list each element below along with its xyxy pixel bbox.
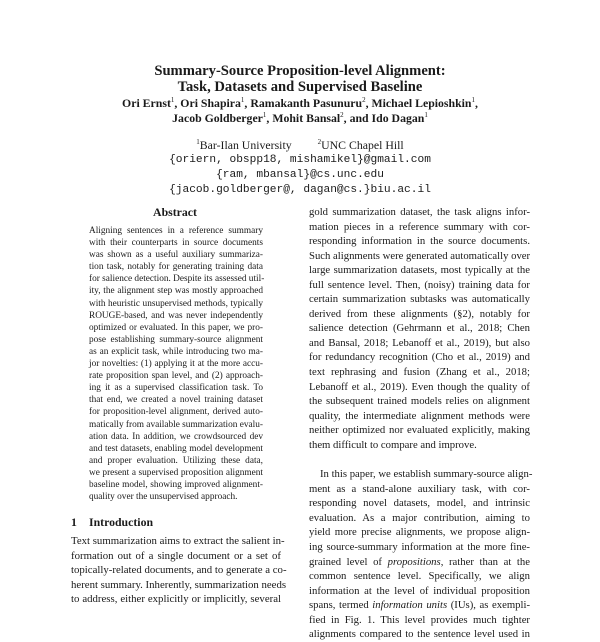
abstract-line: that end, we created a novel training dataset (89, 395, 263, 406)
body-line: derived from these alignments (§2), notably for (309, 307, 530, 320)
title-line: Task, Datasets and Supervised Baseline (177, 79, 423, 95)
abstract-line: tion task, notably for generating training data (89, 262, 263, 273)
body-line: text rephrasing and fusion (Zhang et al., 2018; (309, 366, 530, 379)
body-line: full sentence level. Then, (noisy) training data for (309, 278, 530, 291)
affiliation-name: Bar-Ilan University (199, 138, 292, 152)
abstract-line: with heuristic unsupervised methods, typically (89, 298, 263, 309)
right-column-body (309, 205, 533, 642)
email-line: {jacob.goldberger@, dagan@cs.}biu.ac.il (169, 184, 431, 196)
body-line: In this paper, we establish summary-source align- (320, 468, 533, 481)
body-line: and Bansal, 2018; Lebanoff et al., 2019), but also (309, 336, 530, 349)
body-line: for redundancy recognition (Cho et al., 2019) and (309, 351, 530, 364)
author-affil-mark: 1 (471, 96, 475, 105)
text-span: spans, termed (309, 599, 373, 612)
section-number: 1 (71, 515, 77, 529)
abstract-line: matically from available summarization evalu- (89, 419, 263, 430)
body-line: quality, the intermediate alignment methods were (309, 409, 530, 422)
abstract-line: and proper evaluation. Utilizing these data, (89, 455, 263, 466)
email-line: {ram, mbansal}@cs.unc.edu (216, 169, 384, 181)
author-name: Ramakanth Pasunuru (250, 96, 363, 110)
affiliation-name: UNC Chapel Hill (321, 138, 404, 152)
abstract-line: ation data. In addition, we crowdsourced dev (89, 431, 263, 442)
body-line: Lebanoff et al., 2019). Even though the quality of (309, 380, 530, 393)
abstract-heading: Abstract (153, 205, 197, 219)
abstract-line: quality over the unsupervised approach. (89, 492, 238, 503)
body-line: Such alignments were generated automatically over (309, 249, 531, 262)
abstract-line: we present a supervised proposition alignment (89, 467, 263, 478)
text-span: grained level of (309, 555, 388, 568)
body-line: ing source-summary information at the more fine- (309, 541, 530, 554)
author-name: Ori Ernst (122, 96, 171, 110)
paragraph-2 (309, 467, 533, 642)
affil-mark: 1 (196, 138, 200, 147)
body-line (309, 555, 530, 570)
affiliations (0, 138, 600, 152)
body-line: information at the level of individual proposition (309, 584, 530, 597)
author-name: Mohit Bansal (272, 111, 341, 125)
section-title: Introduction (89, 515, 154, 529)
author-name: Ido Dagan (371, 111, 425, 125)
paper-title (0, 63, 600, 95)
author-list: Ori Ernst$^1$, Ori Shapira$^1$, Ramakanth Pasunuru$^2$, Michael Lepioshkin$^1$, Jacob Goldberger$^1$, Mohit Bansal$^2$, and Ido Dagan$^1$ (122, 96, 478, 125)
body-line: large summarization datasets, most typically at the (309, 264, 530, 277)
body-line: ment as a stand-alone auxiliary task, with cor- (309, 482, 530, 495)
abstract-line: ing it as a supervised classification task. To (89, 383, 263, 394)
body-line: salience detection (Gehrmann et al., 2018; Chen (309, 322, 530, 335)
abstract-line: rate proposition span level, and (2) approach- (89, 371, 263, 382)
text-span: (IUs), as exempli- (447, 599, 530, 612)
intro-line: Text summarization aims to extract the salient in- (71, 535, 285, 547)
body-line: neither optimized nor evaluated explicitly, making (309, 424, 530, 437)
author-affil-mark: 1 (170, 96, 175, 105)
author-name: Jacob Goldberger (172, 111, 263, 125)
abstract-line: ity, the alignment step was mostly approached (89, 286, 263, 297)
author-emails (0, 153, 600, 198)
abstract-line: Aligning sentences in a reference summary (89, 226, 263, 236)
body-line: them difficult to compare and improve. (309, 438, 477, 451)
emphasis-information-units: information units (372, 599, 448, 612)
abstract-line: for proposition-level alignment, derived auto- (89, 407, 263, 418)
body-line: fied in Fig. 1. This level provides much tighter (309, 613, 530, 626)
abstract-line: pose establishing summary-source alignment (89, 334, 263, 345)
section-heading-introduction (71, 515, 153, 530)
text-span: , rather than at the (440, 555, 530, 568)
abstract-line: as an explicit task, while introducing two ma- (89, 346, 263, 357)
intro-line: herent summary. Inherently, summarization needs (71, 578, 287, 591)
abstract-line: ROUGE-based, and was never independently (89, 310, 263, 321)
abstract-line: jor novelties: (1) applying it at the more accu- (89, 359, 263, 370)
intro-line: topically-related documents, and to generate a co- (71, 564, 287, 577)
author-affil-mark: 1 (424, 111, 428, 120)
author-affil-mark: 2 (340, 111, 344, 120)
intro-line: formation out of a single document or a set of (71, 549, 281, 562)
abstract-line: with their counterparts in source documents (89, 238, 263, 249)
body-line: gold summarization dataset, the task aligns infor- (309, 206, 530, 218)
body-line: yield more precise alignments, we propose align- (309, 526, 530, 539)
intro-line: to address, either explicitly or implicitly, several (71, 593, 281, 606)
abstract-line: optimized or evaluated. In this paper, we pro- (89, 322, 263, 333)
body-line: responding novel datasets, model, and intrinsic (309, 497, 530, 510)
introduction-body (71, 534, 287, 607)
author-name: Michael Lepioshkin (371, 96, 472, 110)
affil-mark: 2 (317, 138, 322, 147)
body-line: common sentence level. Specifically, we align (309, 570, 530, 583)
body-line: alignments compared to the sentence level used in (309, 628, 530, 641)
abstract-line: baseline model, showing improved alignment- (89, 479, 263, 490)
body-line (309, 598, 530, 613)
abstract-line: was shown as a useful auxiliary summariza- (89, 250, 263, 261)
emphasis-propositions: propositions (387, 555, 441, 568)
author-affil-mark: 2 (362, 96, 366, 105)
body-line: responding information in the source documents. (309, 235, 530, 248)
author-affil-mark: 1 (262, 111, 267, 120)
author-affil-mark: 1 (240, 96, 245, 105)
title-line: Summary-Source Proposition-level Alignment: (154, 63, 446, 79)
author-name: Ori Shapira (180, 96, 241, 110)
body-line: mation pieces in a reference summary with cor- (309, 220, 530, 233)
abstract-line: for salience detection. Despite its assessed util- (89, 274, 265, 285)
body-line: certain summarization subtasks was automatically (309, 293, 530, 306)
abstract-line: and test datasets, enabling model development (89, 443, 263, 454)
abstract-body (89, 225, 263, 503)
body-line: evaluation. As a major contribution, aiming to (309, 511, 530, 524)
email-line: {oriern, obspp18, mishamikel}@gmail.com (169, 154, 431, 166)
body-line: the subsequent trained models relies on alignment (309, 395, 530, 408)
